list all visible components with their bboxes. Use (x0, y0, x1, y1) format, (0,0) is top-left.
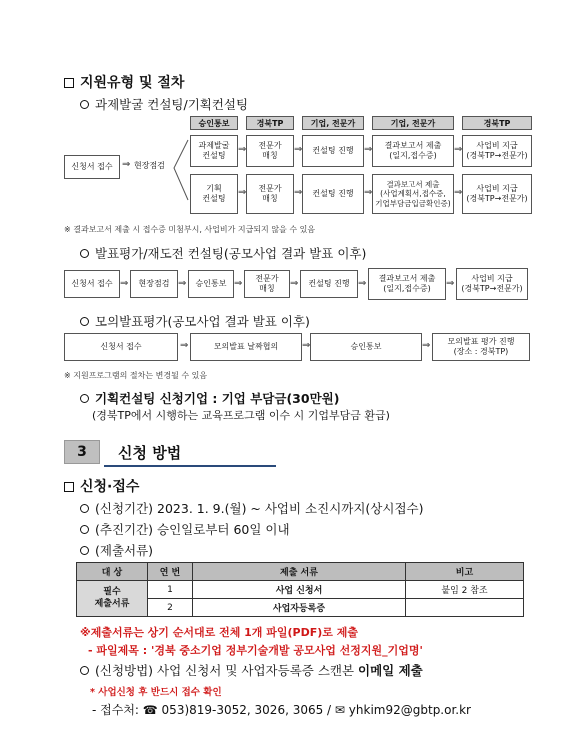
arrow-icon: ⇒ (302, 340, 311, 351)
subsection-consulting: 과제발굴 컨설팅/기획컨설팅 (80, 95, 248, 113)
flow3-date: 모의발표 날짜협의 (190, 333, 302, 361)
arrow-icon: ⇒ (422, 340, 431, 351)
note-report: ※ 결과보고서 제출 시 접수증 미첨부시, 사업비가 지급되지 않을 수 있음 (64, 225, 316, 234)
square-bullet-icon (64, 78, 74, 88)
cell-note: 붙임 2 참조 (406, 581, 524, 599)
arrow-icon: ⇒ (238, 187, 247, 198)
circle-bullet-icon (80, 394, 89, 403)
arrow-icon: ⇒ (454, 144, 463, 155)
table-header-row (77, 563, 524, 581)
flow1-start: 신청서 접수 (64, 155, 120, 179)
circle-bullet-icon (80, 317, 89, 326)
flow1-row1-expert: 전문가 매칭 (246, 135, 294, 167)
flow1-header-company2: 기업, 전문가 (372, 116, 454, 130)
flow2-check: 현장점검 (130, 270, 178, 298)
apply-period: (신청기간) 2023. 1. 9.(월) ~ 사업비 소진시까지(상시접수) (80, 499, 424, 517)
arrow-icon: ⇒ (294, 187, 303, 198)
contact-line: - 접수처: ☎ 053)819-3052, 3026, 3065 / ✉ yhkim92@gbtp.or.kr (92, 703, 471, 717)
branch-icon (170, 136, 190, 206)
th-doc: 제출 서류 (193, 563, 406, 581)
flow1-row2-expert: 전문가 매칭 (246, 174, 294, 214)
circle-bullet-icon (80, 525, 89, 534)
cell-group: 필수 제출서류 (77, 581, 148, 617)
flow2-approval: 승인통보 (188, 270, 234, 298)
arrow-icon: ⇒ (454, 187, 463, 198)
arrow-icon: ⇒ (238, 144, 247, 155)
flow1-row2-pay: 사업비 지급 (경북TP→전문가) (462, 174, 532, 214)
phone-icon: ☎ (142, 703, 158, 717)
arrow-icon: ⇒ (234, 278, 243, 289)
subsection-fee: 기획컨설팅 신청기업 : 기업 부담금(30만원) (80, 389, 339, 407)
apply-title: 신청·접수 (64, 476, 139, 496)
subsection-mock: 모의발표평가(공모사업 결과 발표 이후) (80, 312, 310, 330)
cell-doc: 사업 신청서 (193, 581, 406, 599)
flow2-consult: 컨설팅 진행 (300, 270, 358, 298)
circle-bullet-icon (80, 546, 89, 555)
arrow-icon: ⇒ (364, 144, 373, 155)
arrow-icon: ⇒ (178, 278, 187, 289)
flow3-start: 신청서 접수 (64, 333, 178, 361)
flow2-expert: 전문가 매칭 (244, 270, 290, 298)
flow1-row1-consult: 컨설팅 진행 (302, 135, 364, 167)
section-underline (104, 465, 276, 467)
section-title-support: 지원유형 및 절차 (64, 72, 184, 92)
notice-confirm: * 사업신청 후 반드시 접수 확인 (90, 687, 222, 698)
flow2-report: 결과보고서 제출 (일지,접수증) (368, 268, 446, 300)
th-no: 연 번 (148, 563, 193, 581)
email-link[interactable]: yhkim92@gbtp.or.kr (344, 703, 471, 717)
arrow-icon: ⇒ (120, 278, 129, 289)
arrow-icon: ⇒ (358, 278, 367, 289)
flow3-approval: 승인통보 (310, 333, 422, 361)
arrow-icon: ⇒ (446, 278, 455, 289)
circle-bullet-icon (80, 504, 89, 513)
flow1-header-company: 기업, 전문가 (302, 116, 364, 130)
apply-docs-label: (제출서류) (80, 541, 153, 559)
apply-method: (신청방법) 사업 신청서 및 사업자등록증 스캔본 이메일 제출 (80, 661, 423, 679)
flow1-row1-pay: 사업비 지급 (경북TP→전문가) (462, 135, 532, 167)
square-bullet-icon (64, 482, 74, 492)
fee-detail: (경북TP에서 시행하는 교육프로그램 이수 시 기업부담금 환급) (92, 409, 390, 422)
table-row (77, 581, 524, 599)
circle-bullet-icon (80, 249, 89, 258)
arrow-icon: ⇒ (180, 340, 189, 351)
arrow-icon: ⇒ (122, 159, 131, 170)
flow1-row2-type: 기획 컨설팅 (190, 174, 238, 214)
flow1-check: 현장점검 (134, 161, 165, 170)
documents-table (76, 562, 524, 617)
flow2-start: 신청서 접수 (64, 270, 120, 298)
th-note: 비고 (406, 563, 524, 581)
cell-no: 1 (148, 581, 193, 599)
arrow-icon: ⇒ (364, 187, 373, 198)
cell-doc: 사업자등록증 (193, 599, 406, 617)
note-change: ※ 지원프로그램의 절차는 변경될 수 있음 (64, 371, 208, 380)
section-title-apply: 신청 방법 (118, 444, 182, 462)
flow1-header-tp: 경북TP (246, 116, 294, 130)
flow1-header-approval: 승인통보 (190, 116, 238, 130)
apply-duration: (추진기간) 승인일로부터 60일 이내 (80, 520, 290, 538)
th-target: 대 상 (77, 563, 148, 581)
notice-single-pdf: ※제출서류는 상기 순서대로 전체 1개 파일(PDF)로 제출 (80, 626, 358, 639)
arrow-icon: ⇒ (294, 144, 303, 155)
mail-icon: ✉ (334, 703, 345, 717)
flow1-row2-report: 결과보고서 제출 (사업계획서,접수증, 기업부담금입금확인증) (372, 174, 454, 214)
flow1-header-tp2: 경북TP (462, 116, 532, 130)
subsection-retry: 발표평가/재도전 컨설팅(공모사업 결과 발표 이후) (80, 244, 366, 262)
flow1-row1-report: 결과보고서 제출 (일지,접수증) (372, 135, 454, 167)
cell-no: 2 (148, 599, 193, 617)
flow1-row2-consult: 컨설팅 진행 (302, 174, 364, 214)
arrow-icon: ⇒ (290, 278, 299, 289)
flow1-row1-type: 과제발굴 컨설팅 (190, 135, 238, 167)
cell-note (406, 599, 524, 617)
notice-file-title: - 파일제목 : '경북 중소기업 정부기술개발 공모사업 선정지원_기업명' (88, 644, 423, 657)
circle-bullet-icon (80, 666, 89, 675)
section-number: 3 (64, 440, 100, 464)
flow2-pay: 사업비 지급 (경북TP→전문가) (456, 268, 528, 300)
circle-bullet-icon (80, 100, 89, 109)
flow3-mock: 모의발표 평가 진행 (장소 : 경북TP) (432, 333, 530, 361)
